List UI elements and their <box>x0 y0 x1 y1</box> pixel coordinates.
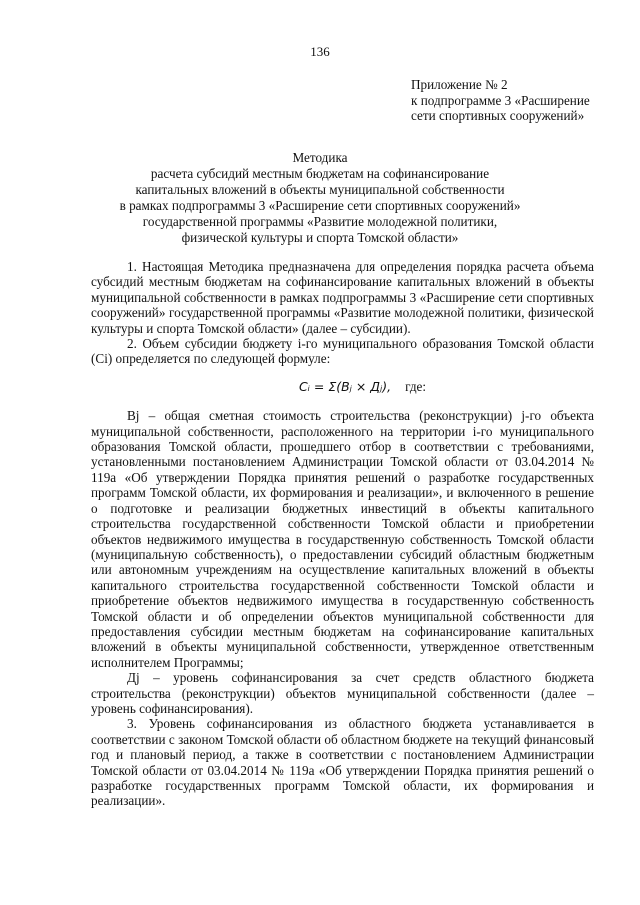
document-body <box>91 259 594 809</box>
paragraph-3: 3. Уровень софинансирования из областного бюджета устанавливается в соответствии с законом Томской области об областном бюджете на текущий финансовый год и плановый период, а также в соответствии с постановлением Администрации Томской области от 03.04.2014 № 119а «Об утверждении Порядка принятия решений о разработке государственных программ Томской области, их формирования и реализации». <box>91 716 594 809</box>
paragraph-bj-definition: Вj – общая сметная стоимость строительства (реконструкции) j-го объекта муниципальной собственности, расположенного на территории i-го муниципального образования Томской области, прошедшего отбор в соответствии с требованиями, установленными постановлением Администрации Томской области от 03.04.2014 № 119а «Об утверждении Порядка принятия решений о разработке государственных программ Томской области, их формирования и реализации», и включенного в решение о подготовке и реализации бюджетных инвестиций в объекты капитального строительства государственной собственности Томской области и приобретении объектов недвижимого имущества в государственную собственность Томской области (муниципальную собственность), о предоставлении субсидий областным бюджетным или автономным учреждениям на осуществление капитальных вложений в объекты капитального строительства государственной собственности Томской области и приобретение объектов недвижимого имущества в государственную собственность Томской области и об определении объектов муниципальной собственности для предоставления субсидии местным бюджетам на софинансирование капитальных вложений в объекты муниципальной собственности, утвержденное ответственным исполнителем Программы; <box>91 408 594 670</box>
appendix-line-1: Приложение № 2 <box>411 77 508 92</box>
document-title <box>0 150 640 246</box>
title-line-2: капитальных вложений в объекты муниципальной собственности <box>135 182 505 197</box>
title-line-5: физической культуры и спорта Томской области» <box>181 230 459 245</box>
title-line-3: в рамках подпрограммы 3 «Расширение сети спортивных сооружений» <box>119 198 521 213</box>
paragraph-2: 2. Объем субсидии бюджету i-го муниципального образования Томской области (Ci) определяется по следующей формуле: <box>91 336 594 367</box>
appendix-line-2: к подпрограмме 3 «Расширение <box>411 92 590 108</box>
paragraph-1: 1. Настоящая Методика предназначена для определения порядка расчета объема субсидий местным бюджетам на софинансирование капитальных вложений в объекты муниципальной собственности в рамках подпрограммы 3 «Расширение сети спортивных сооружений» государственной программы «Развитие молодежной политики, физической культуры и спорта Томской области» (далее – субсидии). <box>91 259 594 336</box>
appendix-line-3: сети спортивных сооружений» <box>411 108 585 123</box>
title-line-1: расчета субсидий местным бюджетам на софинансирование <box>150 166 490 181</box>
formula-expression: Cᵢ = Σ(Вⱼ × Дⱼ), <box>298 378 392 394</box>
paragraph-dj-definition: Дj – уровень софинансирования за счет средств областного бюджета строительства (реконструкции) объектов муниципальной собственности (далее – уровень софинансирования). <box>91 670 594 716</box>
title-heading: Методика <box>292 150 348 165</box>
appendix-header <box>411 77 601 124</box>
formula-where: где: <box>405 378 427 394</box>
formula <box>131 379 594 394</box>
page-number: 136 <box>310 44 330 59</box>
title-line-4: государственной программы «Развитие молодежной политики, <box>142 214 498 229</box>
